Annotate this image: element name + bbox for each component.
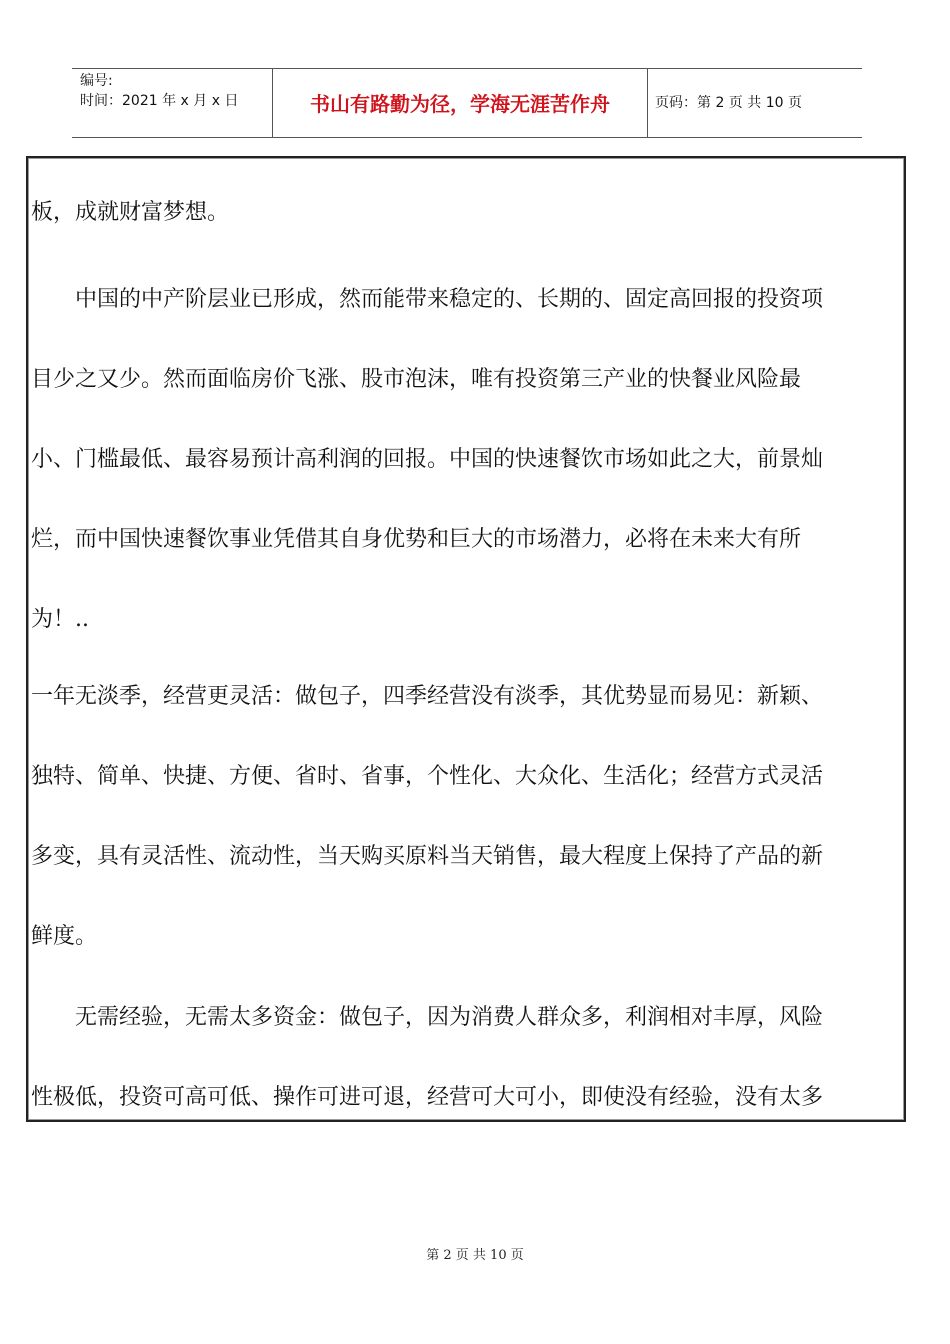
text-line: 一年无淡季，经营更灵活：做包子，四季经营没有淡季，其优势显而易见：新颖、 (31, 684, 824, 709)
page-header (72, 68, 862, 138)
text-line: 鲜度。 (31, 924, 98, 949)
paragraph-continued (31, 173, 893, 253)
date-label: 时间：2021 年 x 月 x 日 (80, 93, 239, 109)
text-line: 为！.. (31, 607, 89, 632)
text-line: 性极低，投资可高可低、操作可进可退，经营可大可小，即使没有经验，没有太多 (31, 1085, 824, 1110)
header-motto-cell (272, 69, 648, 137)
text-line: 烂，而中国快速餐饮事业凭借其自身优势和巨大的市场潜力，必将在未来大有所 (31, 527, 802, 552)
header-meta-cell (72, 69, 272, 137)
text-line: 中国的中产阶层业已形成，然而能带来稳定的、长期的、固定高回报的投资项 (75, 287, 824, 312)
text-line: 独特、简单、快捷、方便、省时、省事，个性化、大众化、生活化；经营方式灵活 (31, 764, 824, 789)
paragraph-no-experience (31, 978, 893, 1138)
page-code: 页码：第 2 页 共 10 页 (655, 95, 802, 111)
number-label: 编号: (80, 73, 113, 89)
text-line: 目少之又少。然而面临房价飞涨、股市泡沫，唯有投资第三产业的快餐业风险最 (31, 367, 802, 392)
text-line: 无需经验，无需太多资金：做包子，因为消费人群众多，利润相对丰厚，风险 (75, 1005, 824, 1030)
motto-text: 书山有路勤为径，学海无涯苦作舟 (310, 92, 610, 116)
text-line: 多变，具有灵活性、流动性，当天购买原料当天销售，最大程度上保持了产品的新 (31, 844, 824, 869)
page-footer: 第 2 页 共 10 页 (426, 1248, 524, 1263)
text-line: 小、门槛最低、最容易预计高利润的回报。中国的快速餐饮市场如此之大，前景灿 (31, 447, 824, 472)
header-page-cell (647, 69, 862, 137)
paragraph-middle-class (31, 260, 893, 660)
paragraph-no-off-season (31, 657, 893, 977)
text-line: 板，成就财富梦想。 (31, 200, 230, 225)
